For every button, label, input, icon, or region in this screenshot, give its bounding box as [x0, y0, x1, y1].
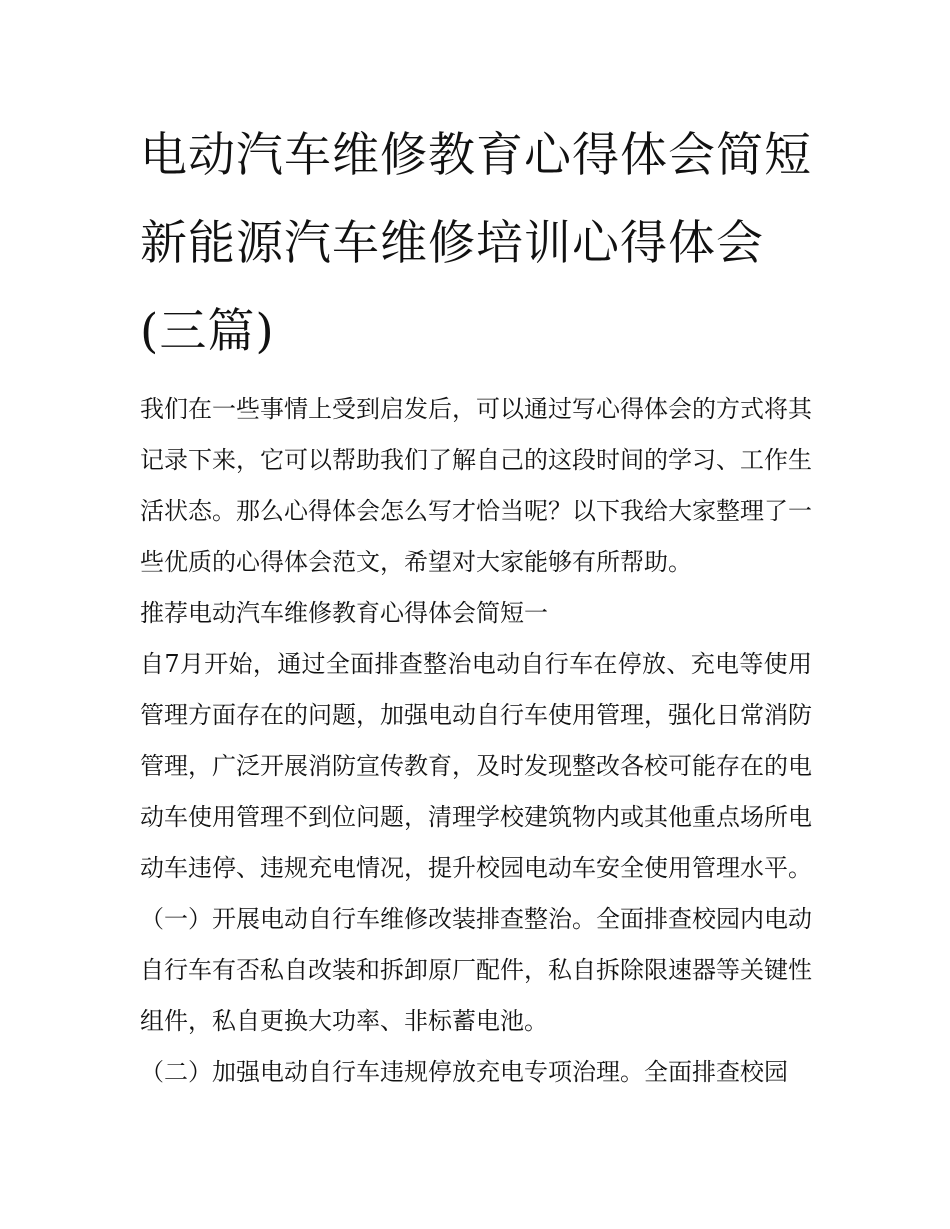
body-paragraph-3: （二）加强电动自行车违规停放充电专项治理。全面排查校园 — [140, 1058, 788, 1086]
document-title: 电动汽车维修教育心得体会简短 新能源汽车维修培训心得体会(三篇) — [140, 128, 812, 359]
body-paragraph-1: 自7月开始，通过全面排查整治电动自行车在停放、充电等使用管理方面存在的问题，加强电动自行车使用管理，强化日常消防管理，广泛开展消防宣传教育，及时发现整改各校可能存在的电动车使用管理不到位问题，清理学校建筑物内或其他重点场所电动车违停、违规充电情况，提升校园电动车安全使用管理水平。 — [140, 650, 812, 882]
intro-paragraph: 我们在一些事情上受到启发后，可以通过写心得体会的方式将其记录下来，它可以帮助我们了解自己的这段时间的学习、工作生活状态。那么心得体会怎么写才恰当呢？以下我给大家整理了一些优质的心得体会范文，希望对大家能够有所帮助。 — [140, 395, 812, 576]
document-page — [140, 112, 812, 1098]
section-heading: 推荐电动汽车维修教育心得体会简短一 — [140, 599, 548, 627]
body-paragraph-2: （一）开展电动自行车维修改装排查整治。全面排查校园内电动自行车有否私自改装和拆卸原厂配件，私自拆除限速器等关键性组件，私自更换大功率、非标蓄电池。 — [140, 905, 812, 1035]
